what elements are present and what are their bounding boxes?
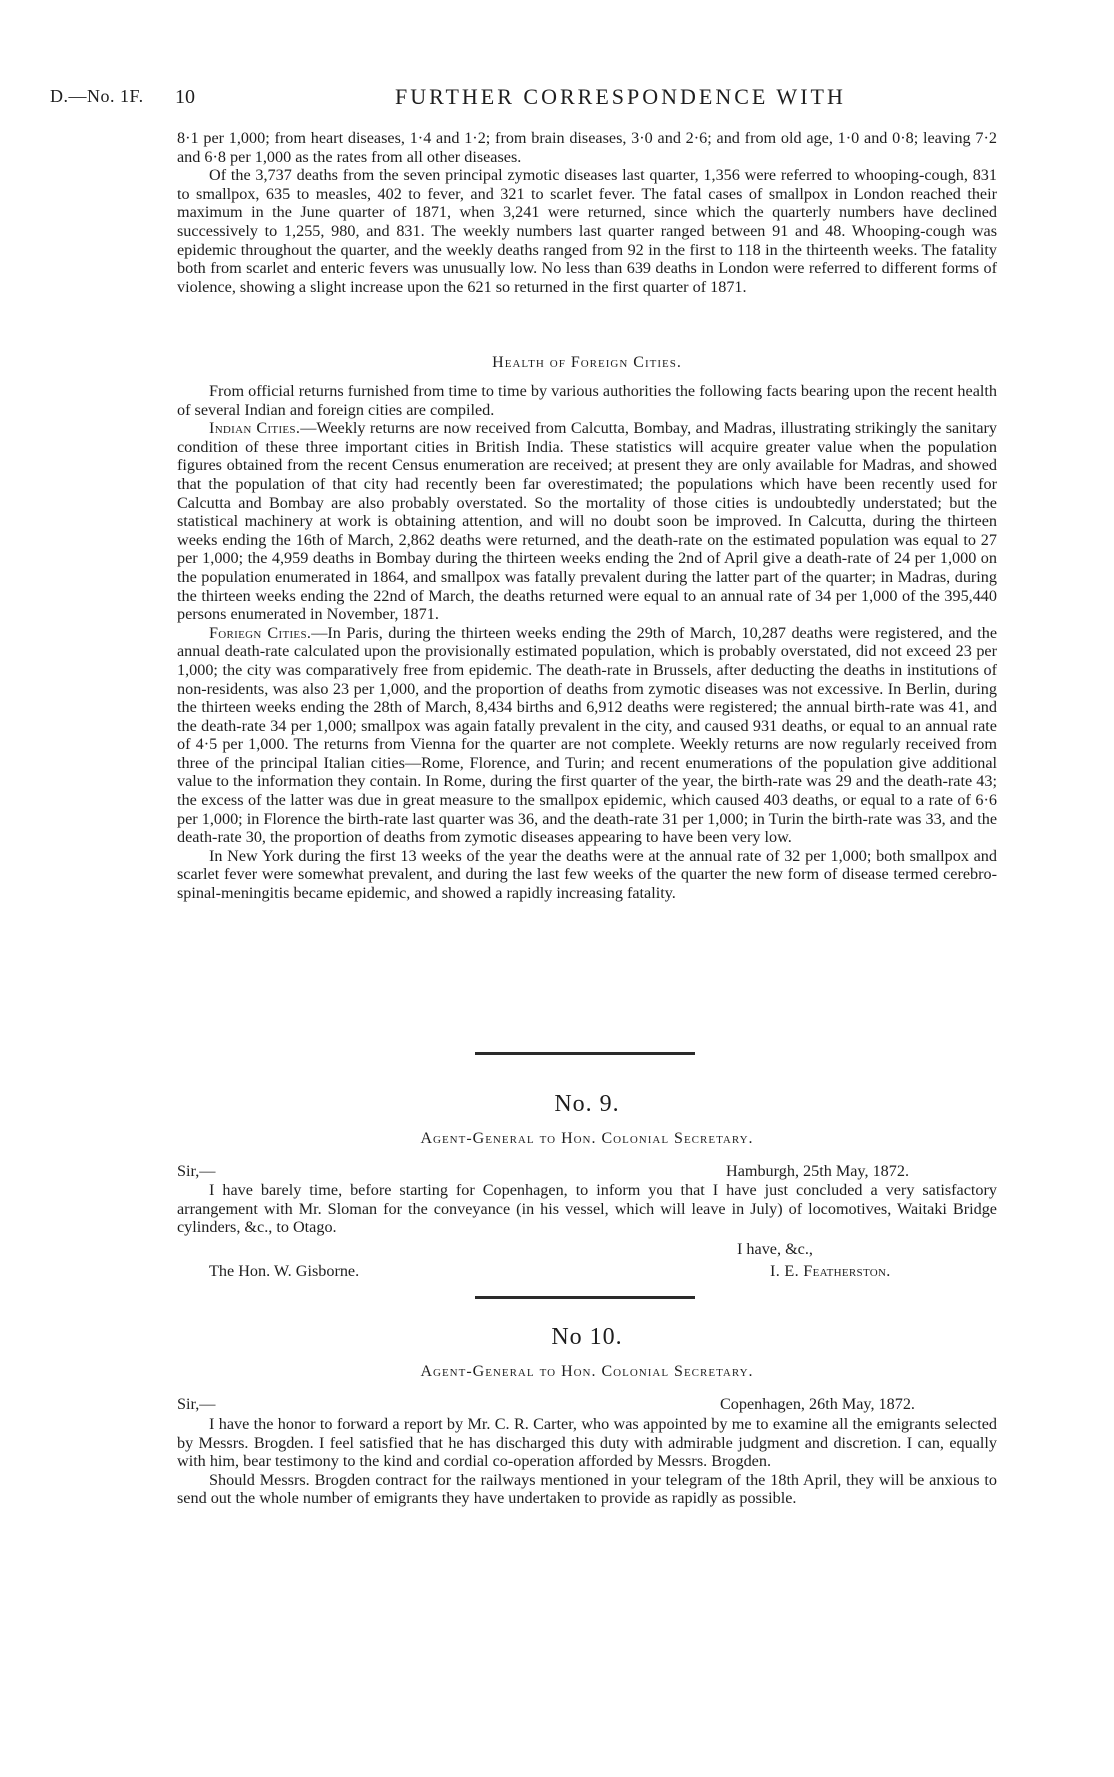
- intro-paragraph-1: 8·1 per 1,000; from heart diseases, 1·4 and 1·2; from brain diseases, 3·0 and 2·6; and from old age, 1·0 and 0·8; leaving 7·2 and 6·8 per 1,000 as the rates from all other diseases.: [177, 129, 997, 166]
- page-number: 10: [175, 86, 195, 108]
- foreign-cities-lead: Foriegn Cities.: [209, 623, 312, 642]
- letter-9-number: No. 9.: [554, 1091, 620, 1117]
- letter-9-title: Agent-General to Hon. Colonial Secretary.: [420, 1130, 754, 1147]
- new-york-paragraph: In New York during the first 13 weeks of the year the deaths were at the annual rate of 32 per 1,000; both smallpox and scarlet fever were somewhat prevalent, and during the last few weeks of the quarter the new form of disease termed cerebro-spinal-meningitis became epidemic, and showed a rapidly increasing fatality.: [177, 846, 997, 903]
- foreign-cities-text: —In Paris, during the thirteen weeks ending the 29th of March, 10,287 deaths were registered, and the annual death-rate calculated upon the provisionally estimated population, which is probably overstated, did not exceed 23 per 1,000; the city was comparatively free from epidemic. The death-rate in Brussels, after deducting the deaths in institutions of non-residents, was also 23 per 1,000, and the proportion of deaths from zymotic diseases was not excessive. In Berlin, during the thirteen weeks ending the 28th of March, 8,434 births and 6,912 deaths were registered; the annual birth-rate was 41, and the death-rate 34 per 1,000; smallpox was again fatally prevalent in the city, and caused 931 deaths, or equal to an annual rate of 4·5 per 1,000. The returns from Vienna for the quarter are not complete. Weekly returns are now regularly received from three of the principal Italian cities—Rome, Florence, and Turin; and recent enumerations of the population give additional value to the information they contain. In Rome, during the first quarter of the year, the birth-rate was 29 and the death-rate 43; the excess of the latter was due in great measure to the smallpox epidemic, which caused 403 deaths, or equal to a rate of 6·6 per 1,000; in Florence the birth-rate last quarter was 36, and the death-rate 31 per 1,000; in Turin the birth-rate was 33, and the death-rate 30, the proportion of deaths from zymotic diseases appearing to have been very low.: [177, 623, 998, 847]
- page-header: [50, 80, 1064, 110]
- letter-9-addressee: The Hon. W. Gisborne.: [209, 1262, 360, 1280]
- section-divider-2: [475, 1296, 695, 1299]
- letter-10-title: Agent-General to Hon. Colonial Secretary.: [420, 1363, 754, 1380]
- section-heading: Health of Foreign Cities.: [492, 354, 682, 371]
- letter-10-paragraph-1: I have the honor to forward a report by Mr. C. R. Carter, who was appointed by me to examine all the emigrants selected by Messrs. Brogden. I feel satisfied that he has discharged this duty with admirable judgment and discretion. I can, equally with him, bear testimony to the kind and cordial co-operation afforded by Messrs. Brogden.: [177, 1415, 997, 1471]
- letter-10-salutation: Sir,—: [177, 1395, 216, 1413]
- running-title: FURTHER CORRESPONDENCE WITH: [395, 84, 846, 109]
- letter-9-body: [177, 1181, 997, 1237]
- letter-9-signature: I. E. Featherston.: [770, 1262, 891, 1280]
- letter-10-place-date: Copenhagen, 26th May, 1872.: [720, 1395, 915, 1413]
- letter-9-closing: I have, &c.,: [737, 1240, 813, 1258]
- section-text: [177, 382, 997, 903]
- letter-9-place-date: Hamburgh, 25th May, 1872.: [726, 1162, 909, 1180]
- letter-9-paragraph: I have barely time, before starting for Copenhagen, to inform you that I have just concluded a very satisfactory arrangement with Mr. Sloman for the conveyance (in his vessel, which will leave in July) of locomotives, Waitaki Bridge cylinders, &c., to Otago.: [177, 1181, 997, 1237]
- letter-10-body: [177, 1415, 997, 1508]
- section-paragraph-1: From official returns furnished from time to time by various authorities the following facts bearing upon the recent health of several Indian and foreign cities are compiled.: [177, 382, 997, 419]
- letter-9-salutation: Sir,—: [177, 1162, 216, 1180]
- letter-10-number: No 10.: [551, 1324, 623, 1350]
- letter-10-paragraph-2: Should Messrs. Brogden contract for the railways mentioned in your telegram of the 18th April, they will be anxious to send out the whole number of emigrants they have undertaken to provide as rapidly as possible.: [177, 1470, 997, 1508]
- foreign-cities-paragraph: [177, 624, 997, 847]
- intro-paragraph-2: Of the 3,737 deaths from the seven principal zymotic diseases last quarter, 1,356 were referred to whooping-cough, 831 to smallpox, 635 to measles, 402 to fever, and 321 to scarlet fever. The fatal cases of smallpox in London reached their maximum in the June quarter of 1871, when 3,241 were returned, since which the quarterly numbers have declined successively to 1,255, 980, and 831. The weekly numbers last quarter ranged between 91 and 48. Whooping-cough was epidemic throughout the quarter, and the weekly deaths ranged from 92 in the first to 118 in the thirteenth weeks. The fatality both from scarlet and enteric fevers was unusually low. No less than 639 deaths in London were referred to different forms of violence, showing a slight increase upon the 621 so returned in the first quarter of 1871.: [177, 166, 997, 296]
- document-reference: D.—No. 1F.: [50, 86, 144, 106]
- intro-text: [177, 129, 997, 296]
- section-divider-1: [475, 1052, 695, 1055]
- indian-cities-text: —Weekly returns are now received from Calcutta, Bombay, and Madras, illustrating strikingly the sanitary condition of these three important cities in British India. These statistics will acquire greater value when the population figures obtained from the recent Census enumeration are received; at present they are only available for Madras, and showed that the population of that city had recently been far overestimated; the populations which have been recently used for Calcutta and Bombay are also probably overstated. So the mortality of those cities is undoubtedly understated; but the statistical machinery at work is obtaining attention, and will no doubt soon be improved. In Calcutta, during the thirteen weeks ending the 16th of March, 2,862 deaths were returned, and the death-rate on the estimated population was equal to 27 per 1,000; the 4,959 deaths in Bombay during the thirteen weeks ending the 2nd of April give a death-rate of 24 per 1,000 on the population enumerated in 1864, and smallpox was fatally prevalent during the latter part of the quarter; in Madras, during the thirteen weeks ending the 22nd of March, the deaths returned were equal to an annual rate of 34 per 1,000 of the 395,440 persons enumerated in November, 1871.: [177, 419, 997, 624]
- indian-cities-paragraph: [177, 419, 997, 624]
- indian-cities-lead: Indian Cities.: [209, 419, 301, 438]
